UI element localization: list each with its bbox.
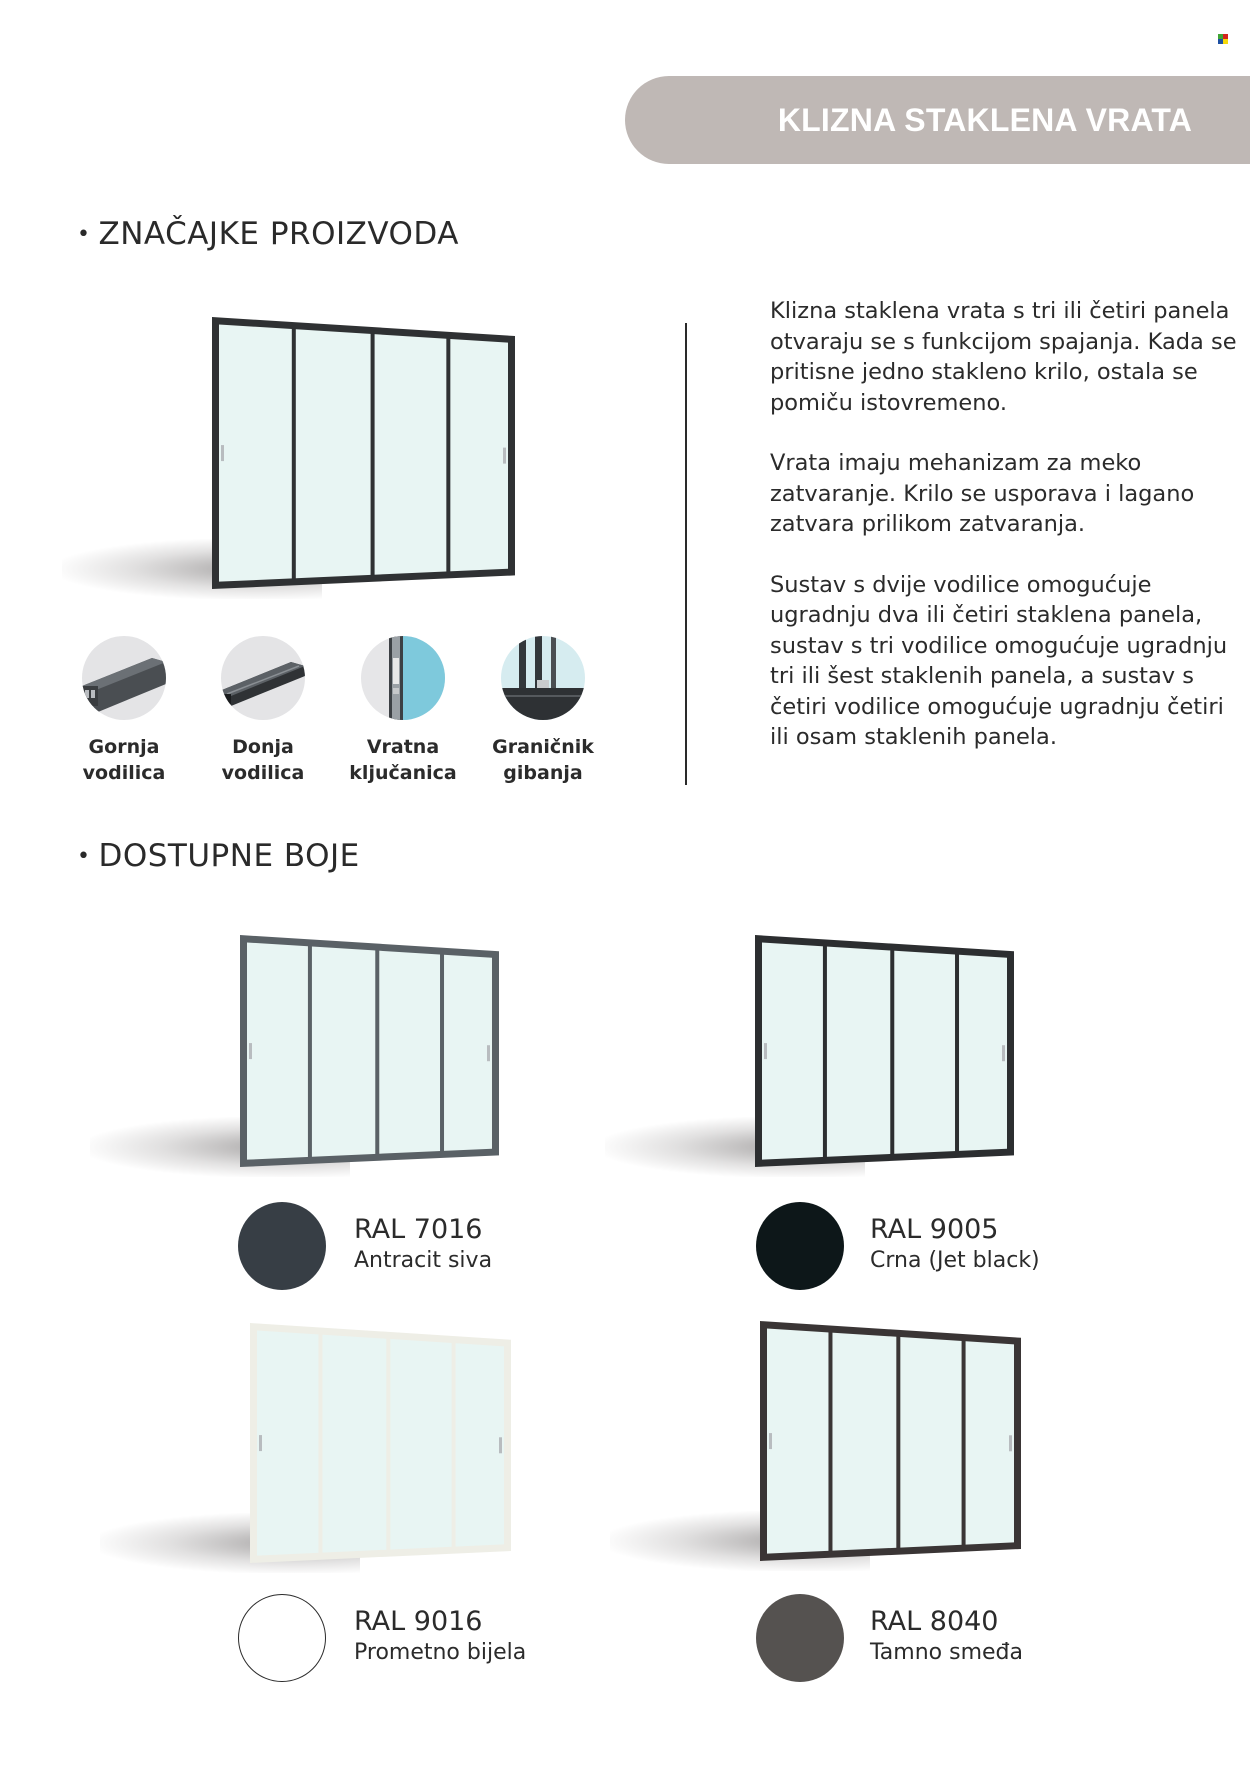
component-label-line1: Vratna: [366, 736, 440, 758]
color-option-ral-7016: [354, 1214, 492, 1276]
top-rail-icon: [82, 636, 166, 720]
sliding-door-icon: [760, 1321, 1021, 1561]
colors-heading-text: DOSTUPNE BOJE: [98, 838, 360, 874]
sliding-door-icon: [212, 317, 515, 589]
color-option-ral-9005: [870, 1214, 1040, 1276]
component-door-lock: [333, 636, 473, 786]
component-top-rail: [54, 636, 194, 786]
ral-code: RAL 9005: [870, 1214, 999, 1245]
swatch-ral-8040: [756, 1594, 844, 1682]
sliding-door-icon: [250, 1323, 511, 1563]
motion-stopper-icon: [501, 636, 585, 720]
ral-code: RAL 7016: [354, 1214, 483, 1245]
description-paragraph-1: Klizna staklena vrata s tri ili četiri panela otvaraju se s funkcijom spajanja. Kada se pritisne jedno stakleno krilo, ostala se pomiču istovremeno.: [770, 298, 1237, 416]
component-label-line1: Gornja: [88, 736, 160, 758]
color-name: Tamno smeđa: [870, 1640, 1023, 1665]
component-label-line2: vodilica: [82, 762, 166, 784]
page-header-banner: [625, 76, 1250, 164]
ral-code: RAL 8040: [870, 1606, 999, 1637]
description-paragraph-3: Sustav s dvije vodilice omogućuje ugradnju dva ili četiri staklena panela, sustav s tri vodilice omogućuje ugradnju tri ili šest staklenih panela, a sustav s četiri vodilice omogućuje ugradnju četiri ili osam staklenih panela.: [770, 571, 1228, 750]
brand-logo-icon: [1218, 34, 1228, 44]
component-label-line2: ključanica: [349, 762, 457, 784]
ral-code: RAL 9016: [354, 1606, 483, 1637]
bullet: •: [77, 844, 91, 869]
door-ral-7016-illustration: [240, 935, 499, 1167]
sliding-door-main-illustration: [212, 317, 515, 589]
color-name: Prometno bijela: [354, 1640, 527, 1665]
sliding-door-icon: [755, 935, 1014, 1167]
description-paragraph-2: Vrata imaju mehanizam za meko zatvaranje. Krilo se usporava i lagano zatvara prilikom zatvaranja.: [770, 450, 1195, 537]
page-title: KLIZNA STAKLENA VRATA: [777, 101, 1193, 138]
component-label-line2: vodilica: [221, 762, 305, 784]
component-bottom-rail: [193, 636, 333, 786]
swatch-ral-9016: [238, 1594, 326, 1682]
bottom-rail-icon: [221, 636, 305, 720]
door-ral-8040-illustration: [760, 1321, 1021, 1561]
bullet: •: [77, 222, 91, 247]
vertical-divider: [685, 323, 687, 785]
sliding-door-icon: [240, 935, 499, 1167]
features-heading-text: ZNAČAJKE PROIZVODA: [98, 216, 459, 252]
color-name: Antracit siva: [354, 1248, 493, 1273]
component-label-line2: gibanja: [503, 762, 583, 784]
features-heading: [77, 216, 459, 252]
swatch-ral-9005: [756, 1202, 844, 1290]
component-label-line1: Graničnik: [492, 736, 594, 758]
swatch-ral-7016: [238, 1202, 326, 1290]
component-motion-stopper: [473, 636, 613, 786]
component-label-line1: Donja: [232, 736, 294, 758]
door-ral-9016-illustration: [250, 1323, 511, 1563]
product-description: [770, 296, 1240, 783]
color-option-ral-9016: [354, 1606, 526, 1668]
color-option-ral-8040: [870, 1606, 1023, 1668]
colors-heading: [77, 838, 360, 874]
door-ral-9005-illustration: [755, 935, 1014, 1167]
door-lock-icon: [361, 636, 445, 720]
color-name: Crna (Jet black): [870, 1248, 1040, 1273]
